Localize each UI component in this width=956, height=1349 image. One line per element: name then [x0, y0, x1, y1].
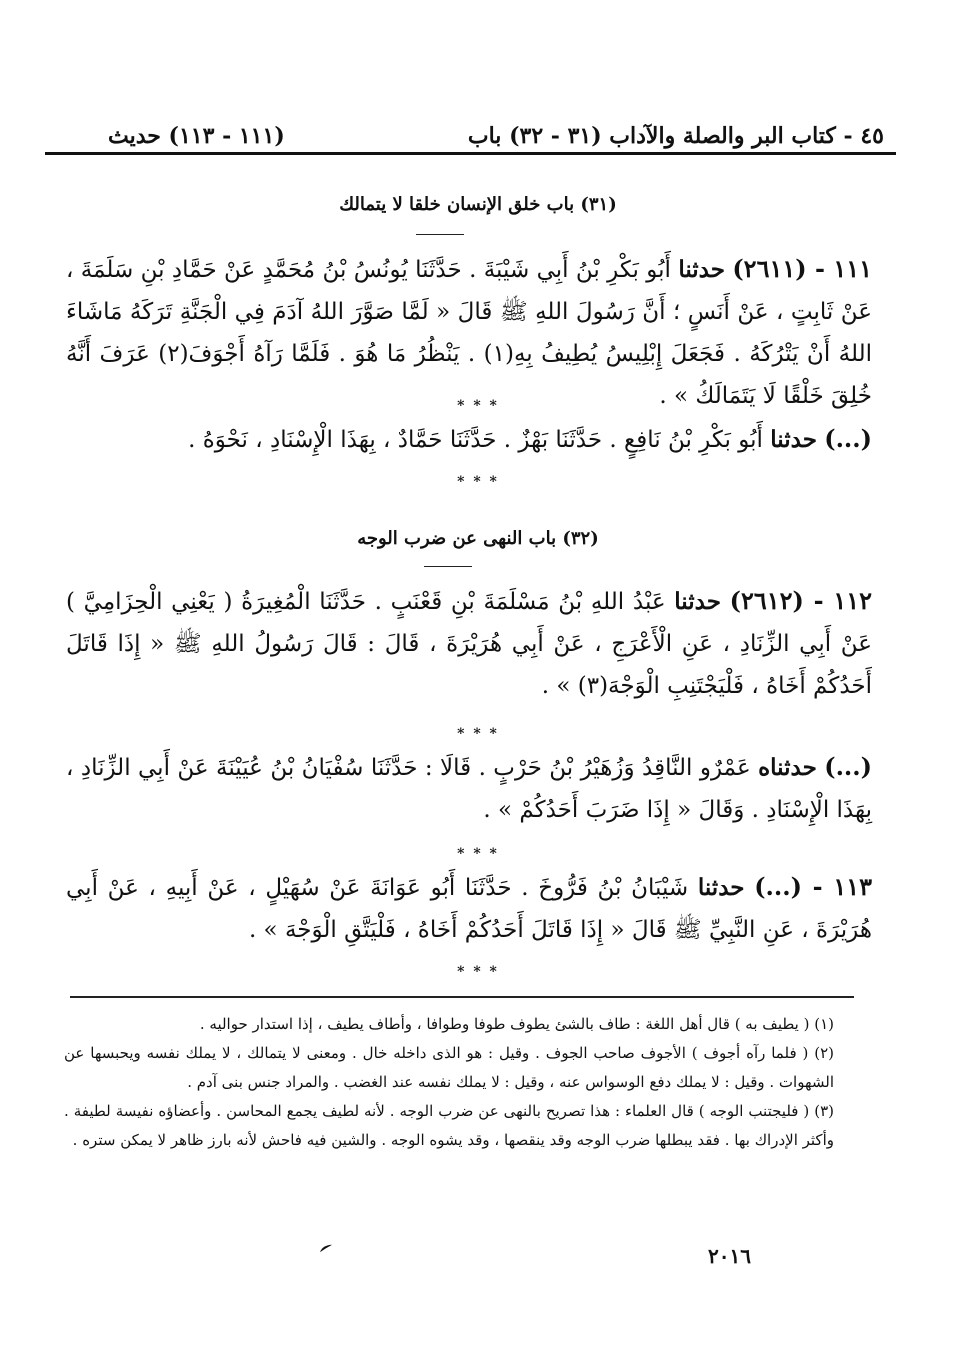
- separator-stars: * * *: [457, 726, 499, 742]
- hadith-number: (...): [824, 752, 872, 781]
- chapter-title-32: (٣٢) باب النهى عن ضرب الوجه: [357, 528, 599, 549]
- hadith-number: (...): [824, 424, 872, 453]
- narration-intro: حدثناه: [758, 754, 817, 781]
- separator-stars: * * *: [457, 398, 499, 414]
- book-chapter-heading: ٤٥ - كتاب البر والصلة والآداب (٣١ - ٣٢) باب: [467, 123, 884, 149]
- separator-stars: * * *: [457, 474, 499, 490]
- hadith-number: ١١٢ - (٢٦١٢): [729, 586, 872, 615]
- hadith-111: [66, 248, 872, 417]
- hadith-113: [66, 866, 872, 951]
- hadith-112-variant: [66, 746, 872, 831]
- hadith-number: ١١٣ - (...): [754, 872, 873, 901]
- hadith-text: أَبُو بَكْرِ بْنُ نَافِعٍ . حَدَّثَنَا بَهْزٌ . حَدَّثَنَا حَمَّادٌ ، بِهَذَا الْإِسْنَادِ ، نَحْوَهُ .: [188, 427, 763, 453]
- narration-intro: حدثنا: [697, 874, 745, 901]
- hadith-range: (١١١ - ١١٣) حديث: [108, 123, 285, 149]
- hadith-number: ١١١ - (٢٦١١): [732, 254, 873, 283]
- title-underline: [416, 234, 464, 235]
- hadith-text: عَبْدُ اللهِ بْنُ مَسْلَمَةَ بْنِ قَعْنَبٍ . حَدَّثَنَا الْمُغِيرَةُ ( يَعْنِي الْحِزَامِيَّ ) عَنْ أَبِي الزِّنَادِ ، عَنِ الْأَعْرَجِ ، عَنْ أَبِي هُرَيْرَةَ ، قَالَ : قَالَ رَسُولُ اللهِ ﷺ « إِذَا قَاتَلَ أَحَدُكُمْ أَخَاهُ ، فَلْيَجْتَنِبِ الْوَجْهَ(٣) » .: [66, 589, 872, 699]
- hadith-112: [66, 580, 872, 707]
- hadith-text: أَبُو بَكْرِ بْنُ أَبِي شَيْبَةَ . حَدَّثَنَا يُونُسُ بْنُ مُحَمَّدٍ عَنْ حَمَّادِ بْنِ سَلَمَةَ ، عَنْ ثَابِتٍ ، عَنْ أَنَسٍ ؛ أَنَّ رَسُولَ اللهِ ﷺ قَالَ « لَمَّا صَوَّرَ اللهُ آدَمَ فِي الْجَنَّةِ تَرَكَهُ مَاشَاءَ اللهُ أَنْ يَتْرُكَهُ . فَجَعَلَ إِبْلِيسُ يُطِيفُ بِهِ(١) . يَنْظُرُ مَا هُوَ . فَلَمَّا رَآهُ أَجْوَفَ(٢) عَرَفَ أَنَّهُ خُلِقَ خَلْقًا لَا يَتَمَالَكُ » .: [66, 257, 872, 409]
- narration-intro: حدثنا: [678, 256, 725, 283]
- footnote-rule: [70, 996, 854, 998]
- hadith-text: شَيْبَانُ بْنُ فَرُّوخَ . حَدَّثَنَا أَبُو عَوَانَةَ عَنْ سُهَيْلٍ ، عَنْ أَبِيهِ ، عَنْ أَبِي هُرَيْرَةَ ، عَنِ النَّبِيِّ ﷺ قَالَ « إِذَا قَاتَلَ أَحَدُكُمْ أَخَاهُ ، فَلْيَتَّقِ الْوَجْهَ » .: [66, 875, 872, 943]
- title-underline: [424, 566, 472, 567]
- hadith-text: عَمْرٌو النَّاقِدُ وَزُهَيْرُ بْنُ حَرْبٍ . قَالَا : حَدَّثَنَا سُفْيَانُ بْنُ عُيَيْنَةَ عَنْ أَبِي الزِّنَادِ ، بِهَذَا الْإِسْنَادِ . وَقَالَ « إِذَا ضَرَبَ أَحَدُكُمْ » .: [66, 755, 872, 823]
- footnote-3: (٣) ( فليجتنب الوجه ) قال العلماء : هذا تصريح بالنهى عن ضرب الوجه . لأنه لطيف يجمع المحاسن . وأعضاؤه نفيسة لطيفة . وأكثر الإدراك بها . فقد يبطلها ضرب الوجه وقد ينقصها ، وقد يشوه الوجه . والشين فيه فاحش لأنه بارز ظاهر لا يمكن ستره .: [64, 1102, 834, 1149]
- footnote-2: (٢) ( فلما رآه أجوف ) الأجوف صاحب الجوف . وقيل : هو الذى داخله خال . ومعنى لا يتمالك ، لا يملك نفسه ويحبسها عن الشهوات . وقيل : لا يملك دفع الوسواس عنه ، وقيل : لا يملك نفسه عند الغضب . والمراد جنس بنى آدم .: [64, 1044, 834, 1091]
- running-header: [108, 118, 884, 154]
- narration-intro: حدثنا: [770, 426, 817, 453]
- separator-stars: * * *: [457, 846, 499, 862]
- header-rule: [45, 152, 896, 155]
- separator-stars: * * *: [457, 964, 499, 980]
- narration-intro: حدثنا: [674, 588, 721, 615]
- footnotes: [64, 1010, 834, 1155]
- page-number: ٢٠١٦: [708, 1244, 751, 1268]
- hadith-111-variant: [66, 418, 872, 461]
- footnote-1: (١) ( يطيف به ) قال أهل اللغة : طاف بالشئ يطوف طوفا وطوافا ، وأطاف يطيف ، إذا استدار حواليه .: [199, 1015, 834, 1033]
- ornament-icon: [315, 1236, 337, 1261]
- chapter-title-31: (٣١) باب خلق الإنسان خلقا لا يتمالك: [339, 194, 617, 215]
